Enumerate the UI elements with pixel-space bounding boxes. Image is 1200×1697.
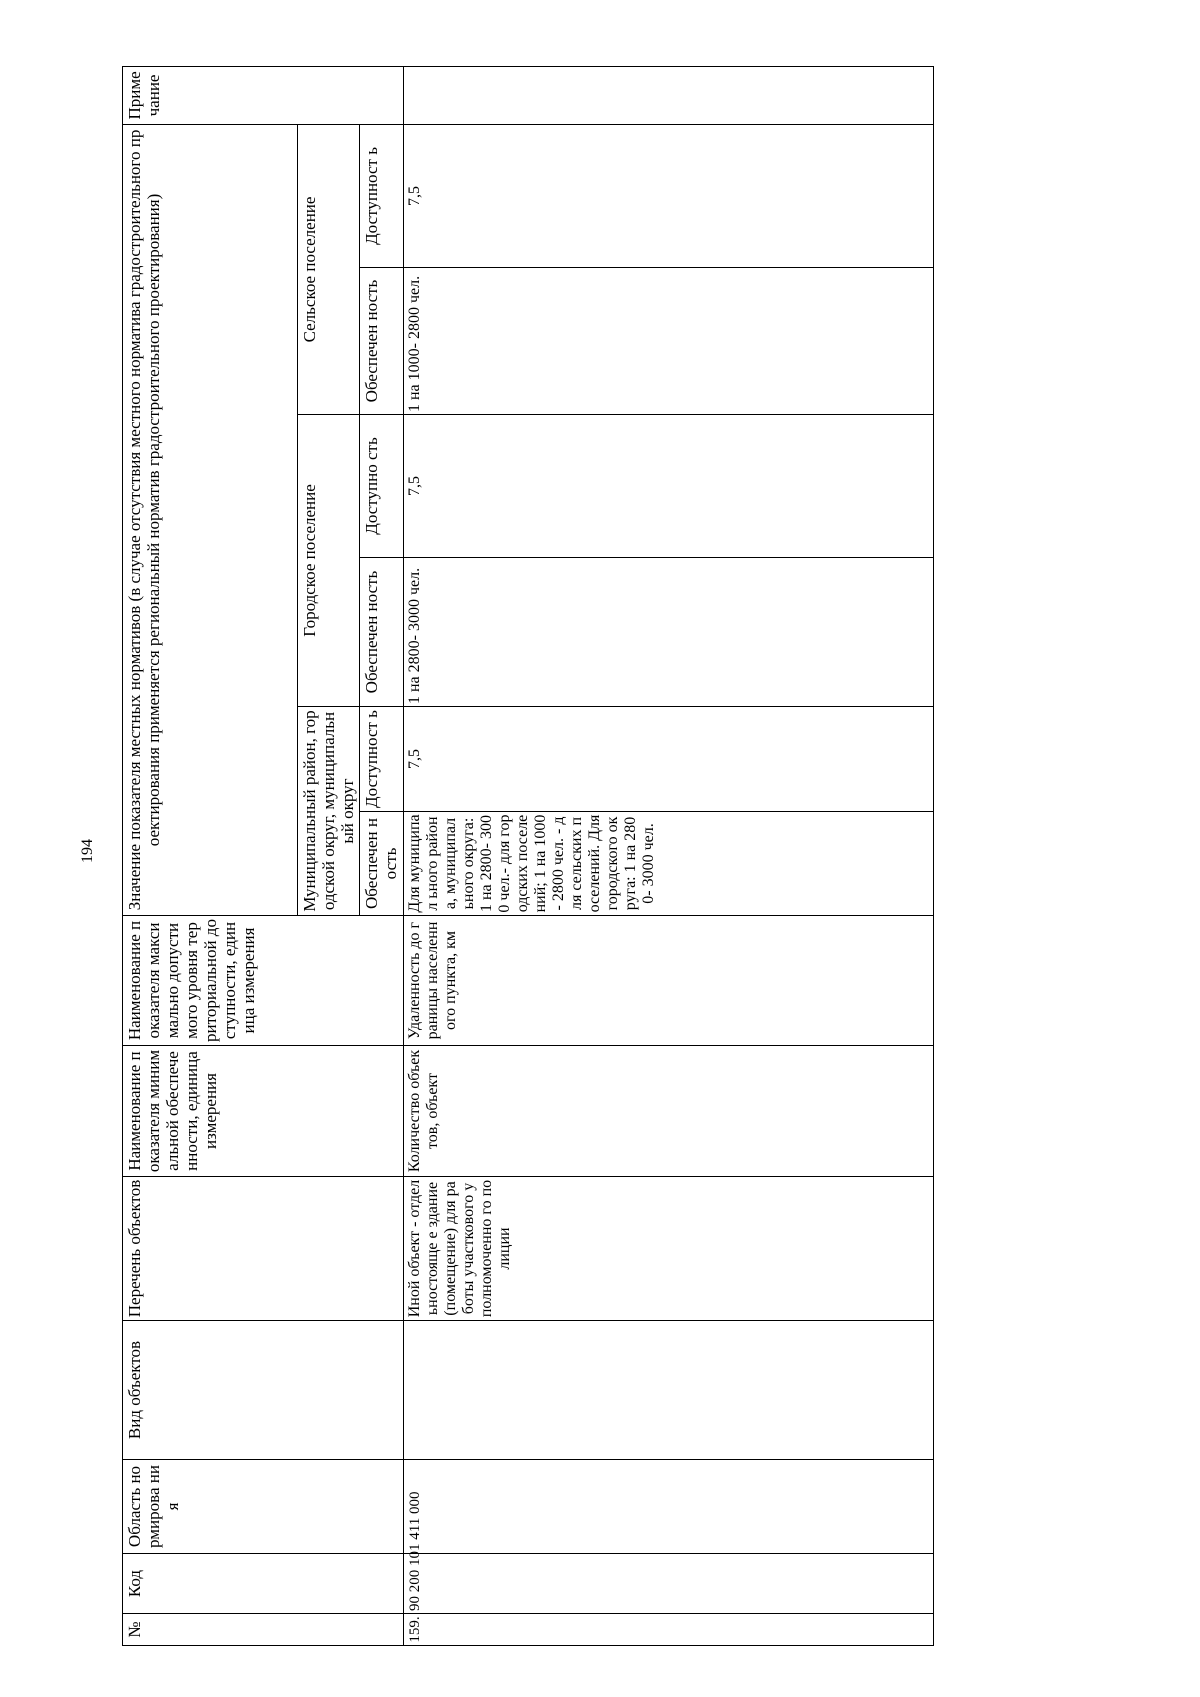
header-note: Примечание: [123, 66, 404, 124]
header-urb-provision: Обеспечен ность: [360, 558, 404, 707]
norms-table-sheet: [122, 67, 930, 1646]
row-note: [404, 66, 934, 124]
header-rural: Сельское поселение: [298, 124, 360, 414]
row-max-indicator: Удаленность до границы населенного пункта, км: [404, 916, 934, 1046]
row-code: 90 200 101 411 000: [404, 1554, 934, 1614]
row-min-indicator: Количество объектов, объект: [404, 1046, 934, 1177]
header-urban: Городское поселение: [298, 415, 360, 707]
row-list: Иной объект - отдельностояще е здание (помещение) для работы участкового уполномоченно го полиции: [404, 1177, 934, 1321]
header-urb-access: Доступно сть: [360, 415, 404, 558]
header-list: Перечень объектов: [123, 1177, 404, 1321]
row-area: [404, 1460, 934, 1554]
header-num: №: [123, 1614, 404, 1646]
header-municipal: Муниципальный район, городской округ, муниципальный округ: [298, 707, 360, 916]
header-max-indicator: Наименование показателя максимально допустимого уровня территориальной доступности, единица измерения: [123, 916, 404, 1046]
header-mun-access: Доступност ь: [360, 707, 404, 812]
header-kind: Вид объектов: [123, 1321, 404, 1460]
row-num: 159.: [404, 1614, 934, 1646]
header-rur-access: Доступност ь: [360, 124, 404, 267]
header-values-group: Значение показателя местных нормативов (в случае отсутствия местного норматива градостроительного проектирования применяется региональный норматив градостроительного проектирования): [123, 124, 298, 915]
row-urb-provision: 1 на 2800- 3000 чел.: [404, 558, 934, 707]
row-rur-access: 7,5: [404, 124, 934, 267]
header-mun-provision: Обеспечен ность: [360, 812, 404, 916]
norms-table: [122, 66, 934, 1646]
header-rur-provision: Обеспечен ность: [360, 268, 404, 415]
row-urb-access: 7,5: [404, 415, 934, 558]
header-area: Область нормирова ния: [123, 1460, 404, 1554]
row-mun-provision: Для муниципал ьного района, муниципал ьного округа: 1 на 2800- 3000 чел.- для городских поселений; 1 на 1000- 2800 чел. - для сельских поселений. Для городского округа: 1 на 2800- 3000 чел.: [404, 812, 934, 916]
row-kind: [404, 1321, 934, 1460]
header-min-indicator: Наименование показателя минимальной обеспеченности, единица измерения: [123, 1046, 404, 1177]
row-mun-access: 7,5: [404, 707, 934, 812]
header-code: Код: [123, 1554, 404, 1614]
row-rur-provision: 1 на 1000- 2800 чел.: [404, 268, 934, 415]
page-number: 194: [79, 839, 96, 863]
